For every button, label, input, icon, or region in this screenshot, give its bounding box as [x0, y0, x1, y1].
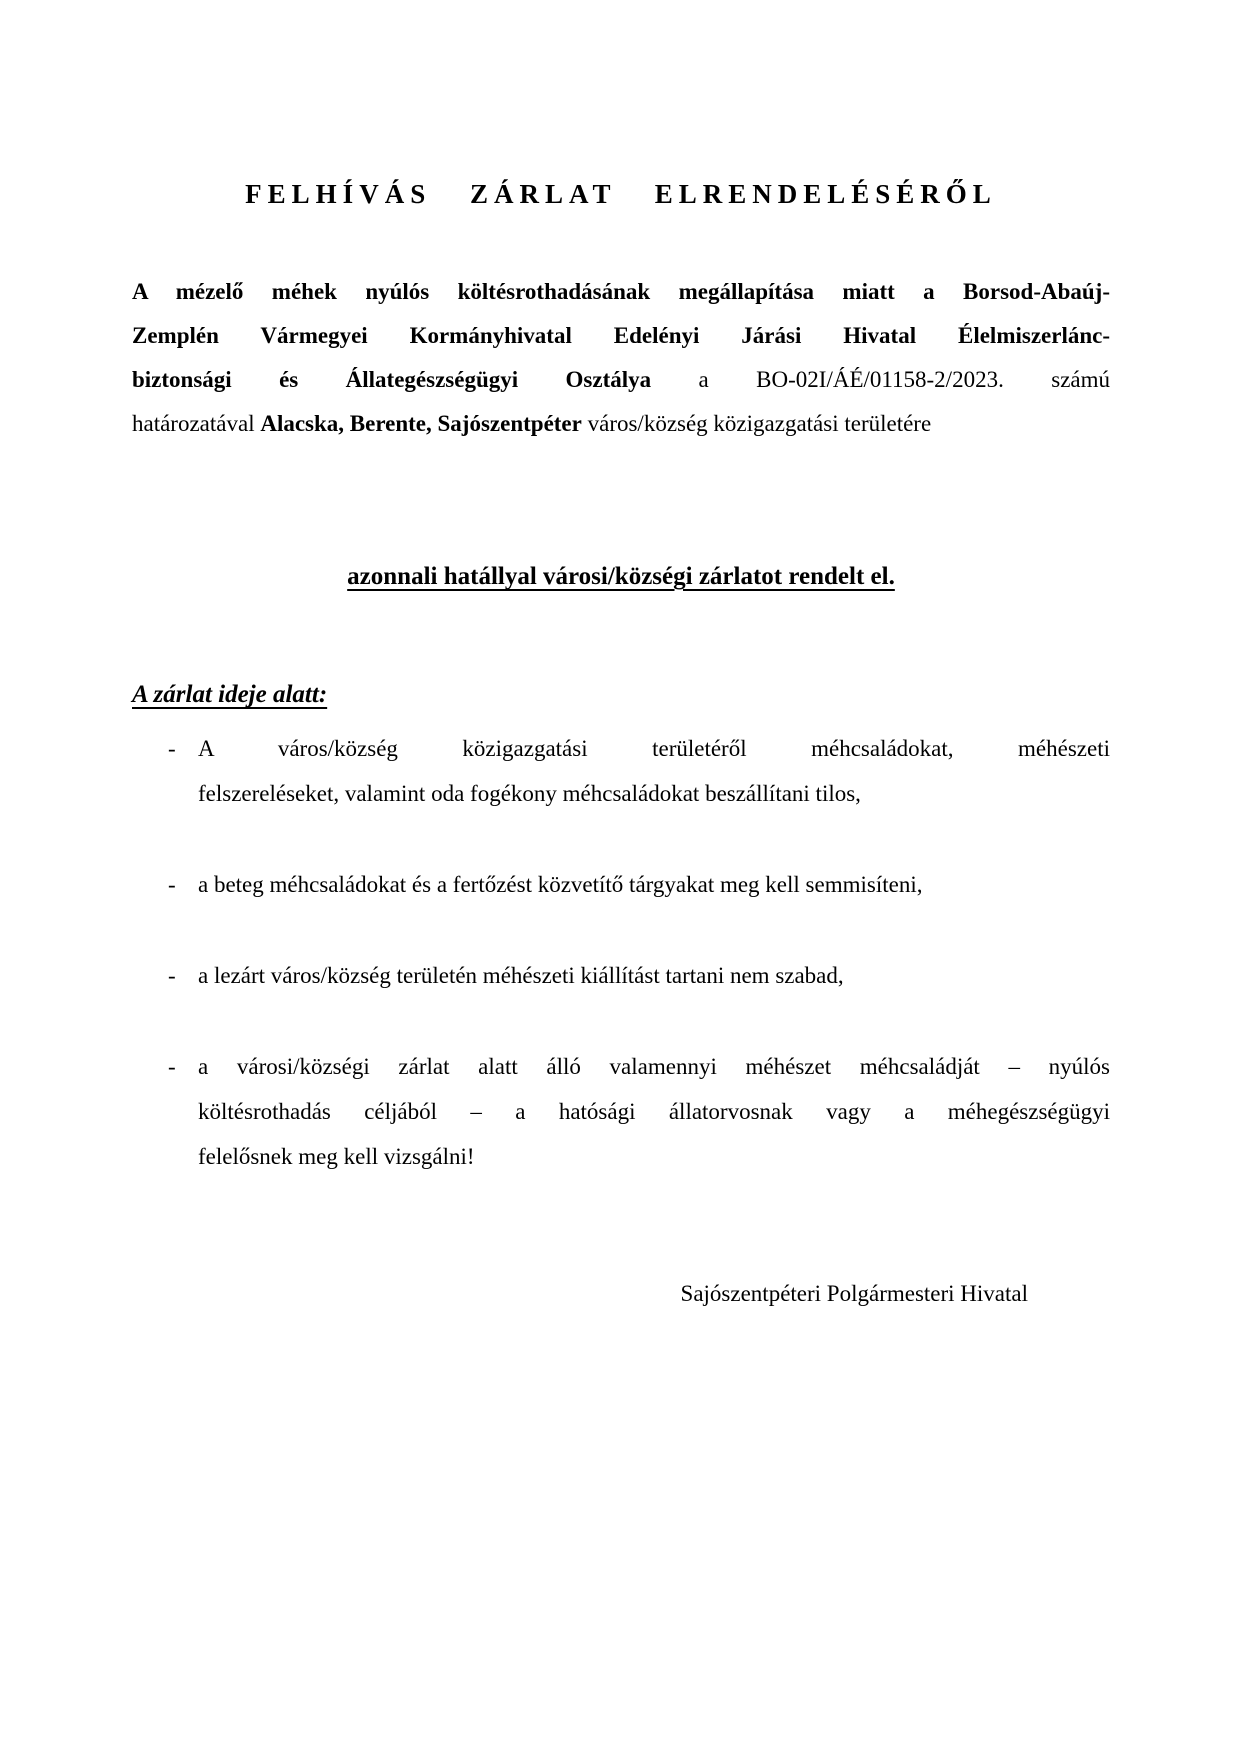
rule-text-line: felelősnek meg kell vizsgálni!	[198, 1144, 475, 1169]
decree-statement: azonnali hatállyal városi/községi zárlatot rendelt el.	[347, 563, 895, 590]
bullet-marker: -	[168, 1054, 176, 1079]
rule-item-3	[132, 953, 1110, 998]
rule-text-line: a városi/községi zárlat alatt álló valamennyi méhészet méhcsaládját – nyúlós	[198, 1054, 1110, 1079]
bullet-marker: -	[168, 872, 176, 897]
signature: Sajószentpéteri Polgármesteri Hivatal	[680, 1281, 1028, 1306]
intro-line	[132, 358, 1110, 402]
rule-text-line: a lezárt város/község területén méhészeti kiállítást tartani nem szabad,	[198, 963, 844, 988]
intro-text: város/község közigazgatási területére	[581, 411, 932, 436]
intro-line	[132, 314, 1110, 358]
rule-text-line: felszereléseket, valamint oda fogékony méhcsaládokat beszállítani tilos,	[198, 781, 861, 806]
rule-item-1	[132, 726, 1110, 816]
settlement-names-bold: Alacska, Berente, Sajószentpéter	[260, 411, 582, 436]
document-title: FELHÍVÁS ZÁRLAT ELRENDELÉSÉRŐL	[245, 179, 997, 209]
rule-item-4	[132, 1044, 1110, 1179]
intro-line	[132, 270, 1110, 314]
rules-heading: A zárlat ideje alatt:	[132, 681, 328, 708]
intro-line	[132, 402, 1110, 446]
intro-text-bold: biztonsági és Állategészségügyi Osztálya	[132, 367, 652, 392]
rule-text-line: A város/község közigazgatási területéről méhcsaládokat, méhészeti	[198, 736, 1110, 761]
rule-text-line: költésrothadás céljából – a hatósági állatorvosnak vagy a méhegészségügyi	[198, 1099, 1110, 1124]
rule-item-2	[132, 862, 1110, 907]
rules-list	[132, 726, 1110, 1179]
intro-text-bold: Zemplén Vármegyei Kormányhivatal Edelényi Járási Hivatal Élelmiszerlánc-	[132, 323, 1110, 348]
case-number-text: a BO-02I/ÁÉ/01158-2/2023. számú	[651, 367, 1110, 392]
intro-text: határozatával	[132, 411, 261, 436]
intro-text-bold: A mézelő méhek nyúlós költésrothadásának megállapítása miatt a Borsod-Abaúj-	[132, 279, 1110, 304]
rule-text-line: a beteg méhcsaládokat és a fertőzést közvetítő tárgyakat meg kell semmisíteni,	[198, 872, 923, 897]
bullet-marker: -	[168, 736, 176, 761]
intro-paragraph	[132, 270, 1110, 446]
bullet-marker: -	[168, 963, 176, 988]
